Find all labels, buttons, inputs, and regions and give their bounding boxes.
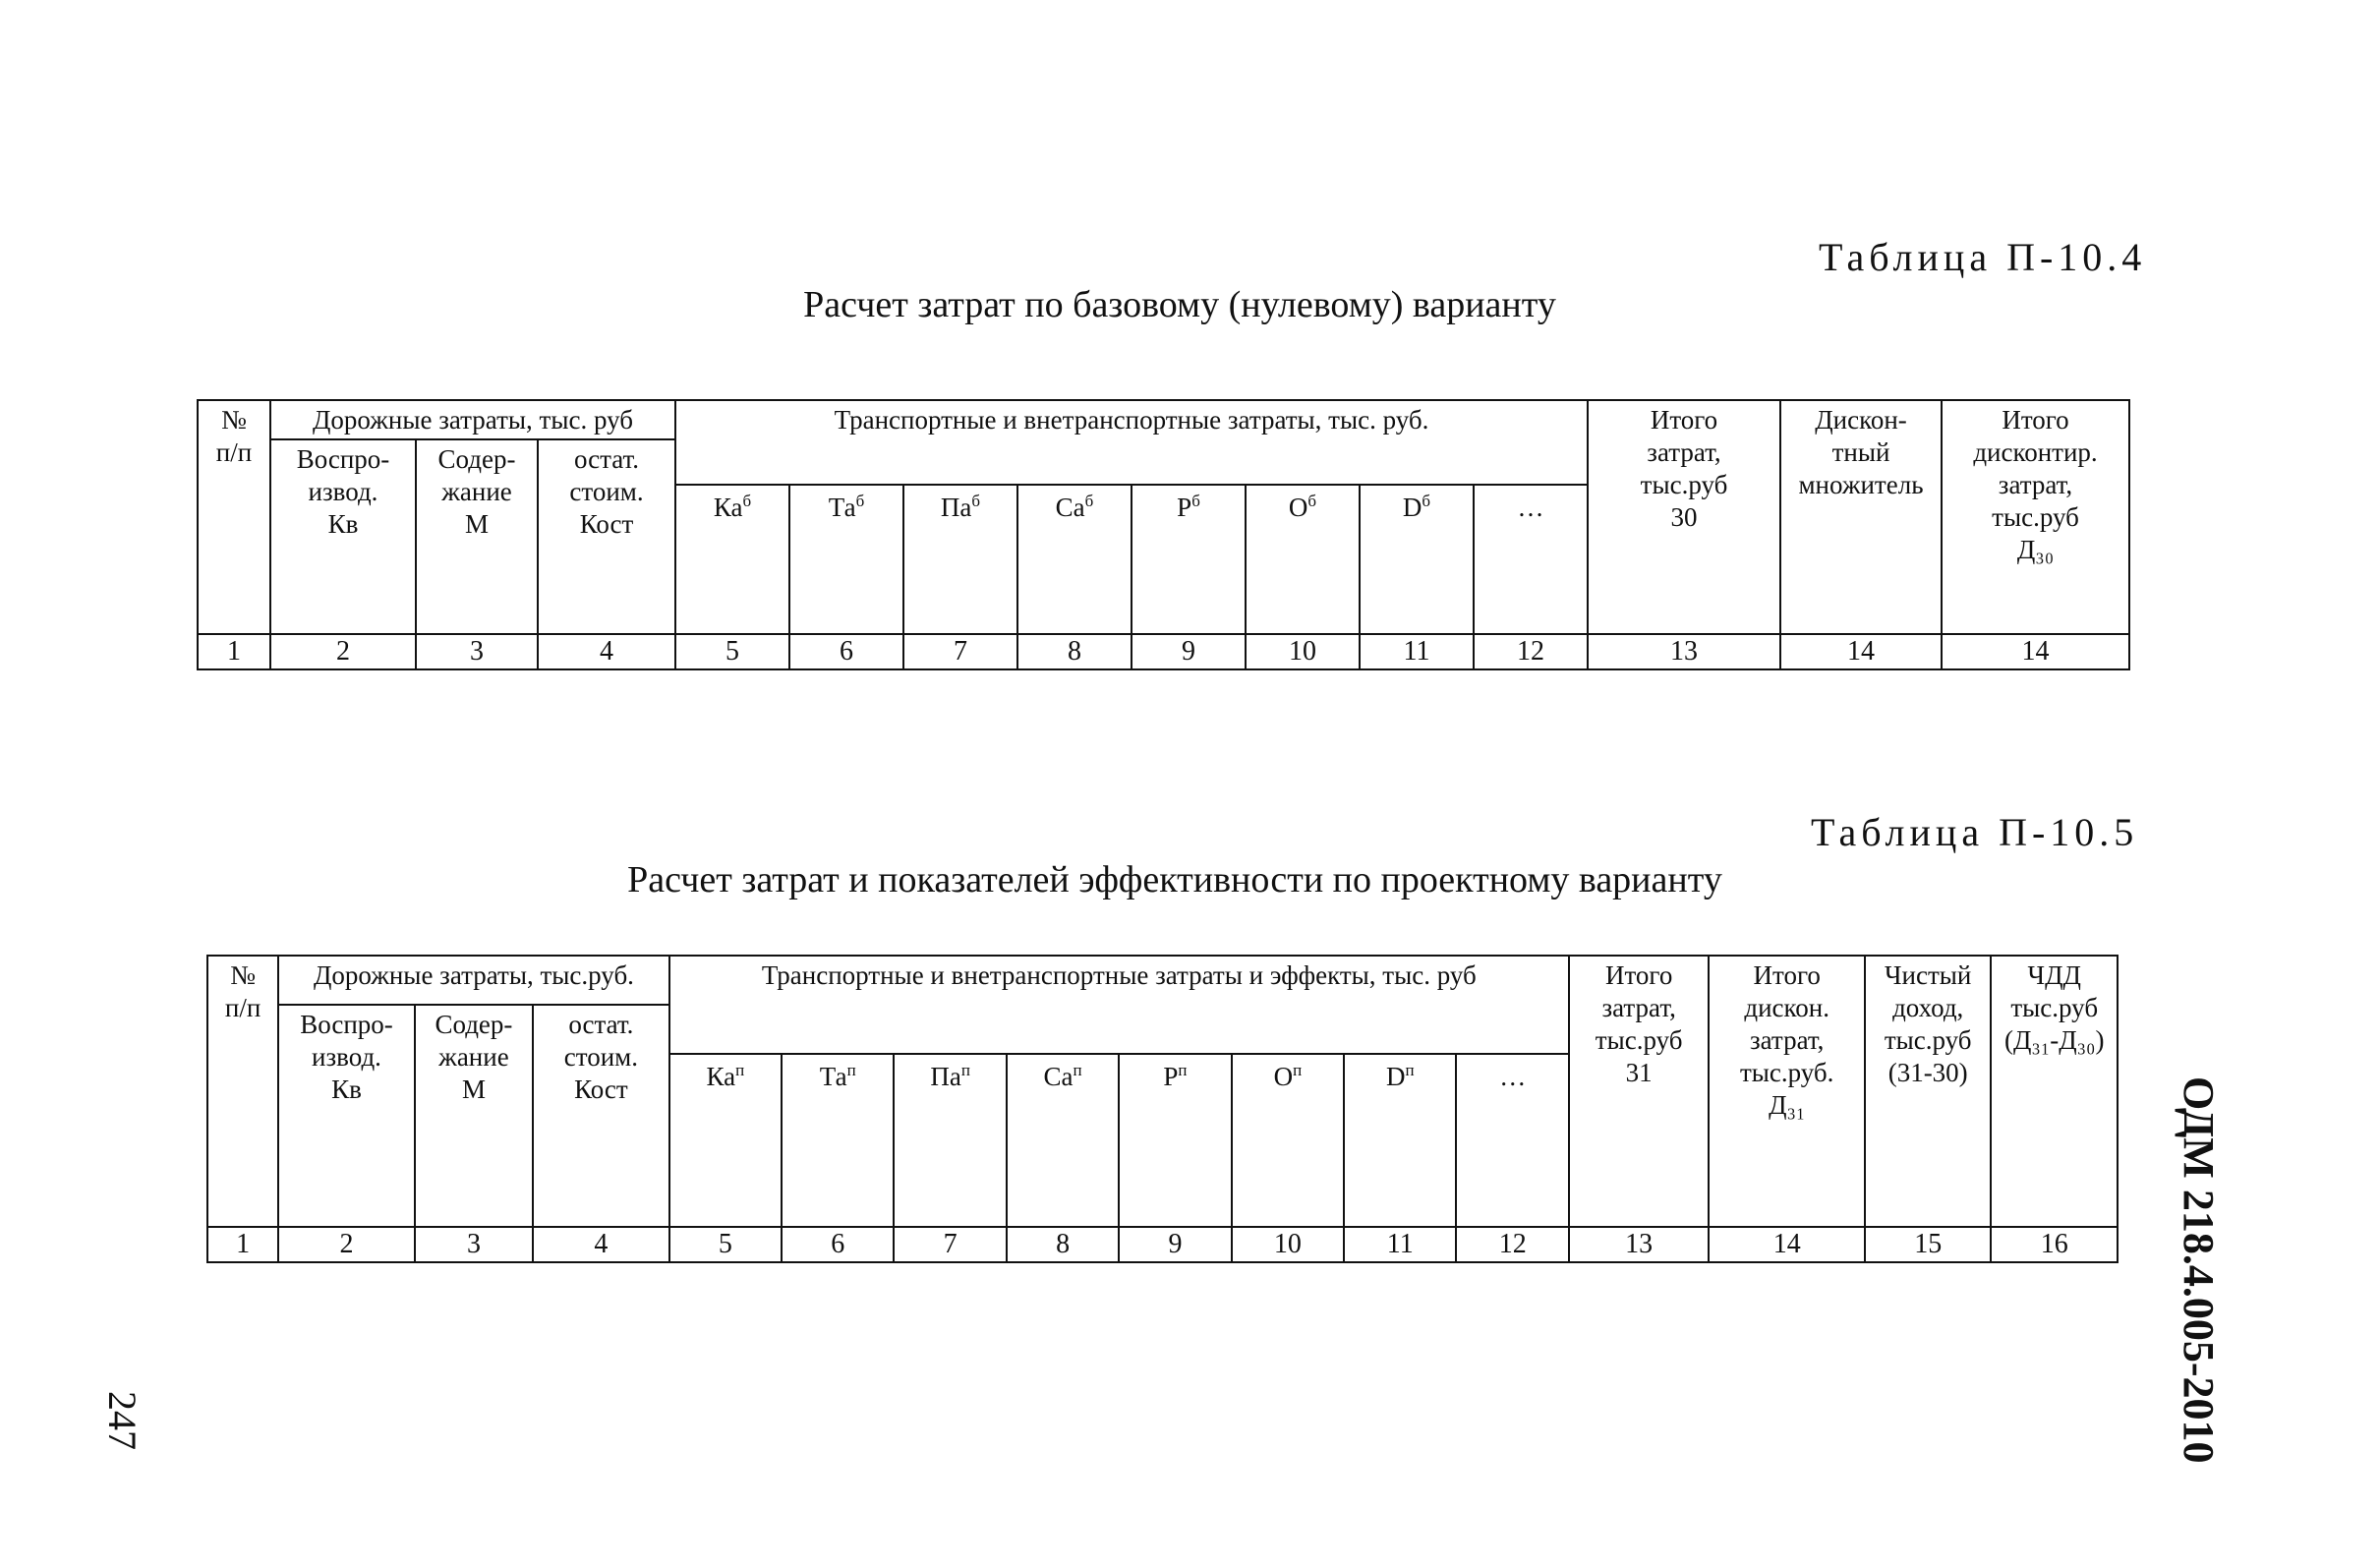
t2-header-total: Итого затрат, тыс.руб 31 xyxy=(1569,956,1710,1227)
t1-sub-r: $Р^б$ xyxy=(1132,485,1246,634)
t2-sub-r: $Р^п$ xyxy=(1119,1054,1231,1227)
t1-sub-pa: $Па^б$ xyxy=(903,485,1017,634)
t1-sub-ta: $Та^б$ xyxy=(789,485,903,634)
t1-sub-d: $D^б$ xyxy=(1360,485,1474,634)
t2-num-cell: 16 xyxy=(1991,1227,2118,1262)
t2-header-road-costs: Дорожные затраты, тыс.руб. xyxy=(278,956,668,1005)
table2 xyxy=(206,955,2119,1263)
t2-num-cell: 14 xyxy=(1709,1227,1865,1262)
t1-num-cell: 4 xyxy=(538,634,675,669)
t2-num-cell: 4 xyxy=(533,1227,668,1262)
t1-num-cell: 1 xyxy=(198,634,270,669)
t1-num-cell: 9 xyxy=(1132,634,1246,669)
t1-num-cell: 12 xyxy=(1474,634,1588,669)
table1-label: Таблица П-10.4 xyxy=(1819,235,2147,279)
t2-num-cell: 6 xyxy=(782,1227,894,1262)
t1-header-discount-factor: Дискон- тный множитель xyxy=(1780,400,1942,634)
t2-header-maintenance: Содер- жание М xyxy=(415,1005,533,1227)
t1-number-row xyxy=(198,634,2129,669)
t2-sub-pa: $Па^п$ xyxy=(894,1054,1006,1227)
t1-sub-ka: $Ка^б$ xyxy=(675,485,789,634)
t2-sub-sa: $Са^п$ xyxy=(1007,1054,1119,1227)
t2-num-cell: 7 xyxy=(894,1227,1006,1262)
t1-header-residual: остат. стоим. Кост xyxy=(538,439,675,634)
t1-header-maintenance: Содер- жание М xyxy=(416,439,538,634)
document-code: ОДМ 218.4.005-2010 xyxy=(2175,1076,2223,1464)
t2-num-cell: 15 xyxy=(1865,1227,1991,1262)
t1-header-road-costs: Дорожные затраты, тыс. руб xyxy=(270,400,675,439)
t2-sub-ellipsis: … xyxy=(1456,1054,1568,1227)
t1-num-cell: 5 xyxy=(675,634,789,669)
t1-header-num: № п/п xyxy=(198,400,270,634)
t2-num-cell: 1 xyxy=(207,1227,278,1262)
t2-num-cell: 12 xyxy=(1456,1227,1568,1262)
t1-num-cell: 11 xyxy=(1360,634,1474,669)
t1-num-cell: 6 xyxy=(789,634,903,669)
table2-label: Таблица П-10.5 xyxy=(1811,810,2139,854)
t1-num-cell: 14 xyxy=(1780,634,1942,669)
page-number: 247 xyxy=(100,1391,145,1450)
t2-number-row xyxy=(207,1227,2118,1262)
t2-sub-o: $О^п$ xyxy=(1232,1054,1344,1227)
t2-header-npv: ЧДД тыс.руб (Д₃₁-Д₃₀) xyxy=(1991,956,2118,1227)
t2-header-transport-costs: Транспортные и внетранспортные затраты и эффекты, тыс. руб xyxy=(669,956,1569,1054)
t2-num-cell: 8 xyxy=(1007,1227,1119,1262)
t1-header-reproduction: Воспро- извод. Кв xyxy=(270,439,416,634)
t2-sub-ta: $Та^п$ xyxy=(782,1054,894,1227)
t2-header-discounted-total: Итого дискон. затрат, тыс.руб. Д₃₁ xyxy=(1709,956,1865,1227)
t2-header-residual: остат. стоим. Кост xyxy=(533,1005,668,1227)
table1-title: Расчет затрат по базовому (нулевому) варианту xyxy=(803,284,1556,325)
t2-num-cell: 13 xyxy=(1569,1227,1710,1262)
t2-header-net-income: Чистый доход, тыс.руб (31-30) xyxy=(1865,956,1991,1227)
t1-num-cell: 13 xyxy=(1588,634,1780,669)
t1-header-total: Итого затрат, тыс.руб 30 xyxy=(1588,400,1780,634)
t1-num-cell: 10 xyxy=(1246,634,1360,669)
t1-num-cell: 8 xyxy=(1017,634,1132,669)
t2-num-cell: 3 xyxy=(415,1227,533,1262)
t1-num-cell: 3 xyxy=(416,634,538,669)
t1-num-cell: 14 xyxy=(1942,634,2129,669)
t1-num-cell: 7 xyxy=(903,634,1017,669)
t2-num-cell: 5 xyxy=(669,1227,782,1262)
t1-header-transport-costs: Транспортные и внетранспортные затраты, тыс. руб. xyxy=(675,400,1588,485)
table2-title: Расчет затрат и показателей эффективности по проектному варианту xyxy=(627,859,1722,900)
t2-header-num: № п/п xyxy=(207,956,278,1227)
t1-sub-o: $О^б$ xyxy=(1246,485,1360,634)
t1-header-discounted-total: Итого дисконтир. затрат, тыс.руб Д₃₀ xyxy=(1942,400,2129,634)
table1 xyxy=(197,399,2130,670)
t2-num-cell: 10 xyxy=(1232,1227,1344,1262)
t1-num-cell: 2 xyxy=(270,634,416,669)
t2-num-cell: 2 xyxy=(278,1227,414,1262)
t2-num-cell: 9 xyxy=(1119,1227,1231,1262)
t1-sub-sa: $Са^б$ xyxy=(1017,485,1132,634)
t2-num-cell: 11 xyxy=(1344,1227,1456,1262)
t2-sub-ka: $Ка^п$ xyxy=(669,1054,782,1227)
t2-sub-d: $D^п$ xyxy=(1344,1054,1456,1227)
t1-sub-ellipsis: … xyxy=(1474,485,1588,634)
t2-header-reproduction: Воспро- извод. Кв xyxy=(278,1005,414,1227)
